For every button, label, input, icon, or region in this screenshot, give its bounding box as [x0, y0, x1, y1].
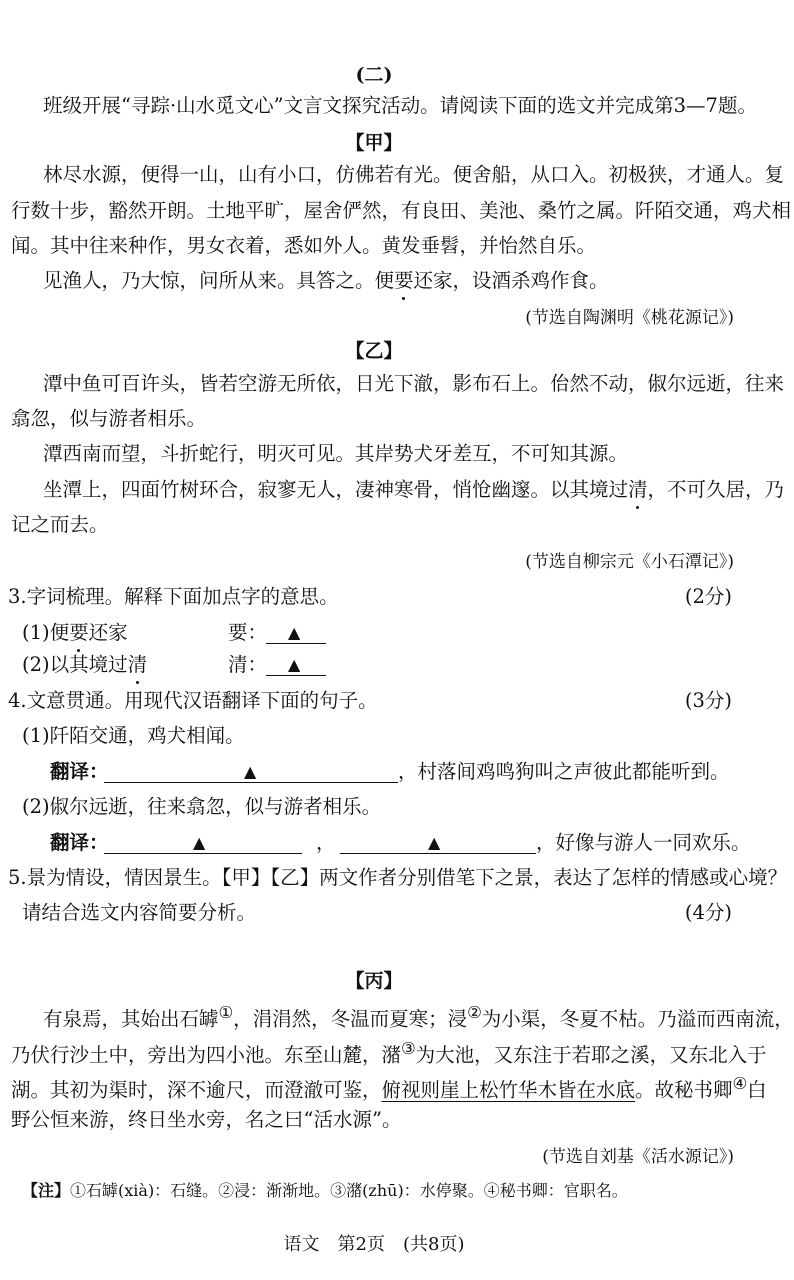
yi-line-5: 记之而去。 [11, 513, 109, 536]
jia-line-2: 行数十步，豁然开朗。土地平旷，屋舍俨然，有良田、美池、桑竹之属。阡陌交通，鸡犬相 [11, 199, 792, 222]
jia-line-3: 闻。其中往来种作，男女衣着，悉如外人。黄发垂髫，并怡然自乐。 [11, 234, 597, 257]
yi-source: (节选自柳宗元《小石潭记》) [525, 552, 734, 572]
q3-item-2-prompt: 清： [228, 653, 268, 676]
yi-line-3: 潭西南而望，斗折蛇行，明灭可见。其岸势犬牙差互，不可知其源。 [43, 442, 629, 465]
q5-stem-2: 请结合选文内容简要分析。 [22, 901, 257, 924]
q4-score: (3分) [684, 689, 732, 712]
passage-bing-label: 【丙】 [345, 970, 403, 992]
q3-stem: 3.字词梳理。解释下面加点字的意思。 [8, 585, 339, 608]
passage-jia-label: 【甲】 [345, 132, 403, 154]
bing-source: (节选自刘基《活水源记》) [542, 1147, 734, 1167]
q3-item-1-prompt: 要： [228, 621, 268, 644]
q4-item-1: (1)阡陌交通，鸡犬相闻。 [22, 724, 245, 747]
triangle-icon: ▲ [244, 762, 257, 781]
q3-score: (2分) [684, 585, 732, 608]
footnotes: 【注】①石罅(xià)：石缝。②浸：渐渐地。③潴(zhū)：水停聚。④秘书卿：官职名。 [22, 1181, 628, 1200]
passage-yi-label: 【乙】 [345, 340, 403, 362]
q5-stem-1: 5.景为情设，情因景生。【甲】【乙】两文作者分别借笔下之景，表达了怎样的情感或心境？ [8, 866, 788, 889]
q4-item-1-suffix: ，村落间鸡鸣狗叫之声彼此都能听到。 [398, 760, 730, 783]
triangle-icon: ▲ [428, 833, 441, 852]
underlined-sentence: 俯视则崖上松竹华木皆在水底 [381, 1078, 636, 1102]
jia-line-4: 见渔人，乃大惊，问所从来。具答之。便要还家，设酒杀鸡作食。 [43, 267, 609, 295]
q4-translate-label-2: 翻译： [50, 831, 109, 854]
bing-line-3: 湖。其初为渠时，深不逾尺，而澄澈可鉴，俯视则崖上松竹华木皆在水底。故秘书卿④白 [11, 1074, 767, 1102]
bing-line-1: 有泉焉，其始出石罅①，涓涓然，冬温而夏寒；浸②为小渠，冬夏不枯。乃溢而西南流， [43, 1003, 794, 1031]
triangle-icon: ▲ [193, 833, 206, 852]
q3-item-1: (1)便要还家 [22, 619, 128, 647]
dotted-char-qing: 清 [628, 476, 648, 504]
page-footer: 语文 第2页 (共8页) [283, 1234, 465, 1255]
q4-translate-label-1: 翻译： [50, 760, 109, 783]
q4-item-2-suffix: ，好像与游人一同欢乐。 [536, 831, 751, 854]
yi-line-4: 坐潭上，四面竹树环合，寂寥无人，凄神寒骨，悄怆幽邃。以其境过清，不可久居，乃 [43, 476, 784, 504]
dotted-char-yao-q: 要 [69, 619, 89, 647]
triangle-icon: ▲ [288, 655, 301, 674]
bing-line-4: 野公恒来游，终日坐水旁，名之曰“活水源”。 [11, 1108, 402, 1131]
q4-comma: ， [316, 831, 336, 854]
q4-stem: 4.文意贯通。用现代汉语翻译下面的句子。 [8, 689, 378, 712]
dotted-char-qing-q: 清 [128, 651, 148, 679]
yi-line-1: 潭中鱼可百许头，皆若空游无所依，日光下澈，影布石上。佁然不动，俶尔远逝，往来 [43, 372, 785, 395]
jia-source: (节选自陶渊明《桃花源记》) [525, 308, 734, 328]
yi-line-2: 翕忽，似与游者相乐。 [11, 407, 207, 430]
section-title: (二) [355, 64, 393, 86]
section-intro: 班级开展“寻踪·山水觅文心”文言文探究活动。请阅读下面的选文并完成第3—7题。 [43, 94, 757, 117]
q5-score: (4分) [684, 901, 732, 924]
q3-item-2: (2)以其境过清 [22, 651, 147, 679]
bing-line-2: 乃伏行沙土中，旁出为四小池。东至山麓，潴③为大池，又东注于若耶之溪，又东北入于 [11, 1039, 767, 1067]
q4-item-2: (2)俶尔远逝，往来翕忽，似与游者相乐。 [22, 795, 382, 818]
triangle-icon: ▲ [288, 623, 301, 642]
jia-line-1: 林尽水源，便得一山，山有小口，仿佛若有光。便舍船，从口入。初极狭，才通人。复 [43, 163, 785, 186]
dotted-char-yao: 要 [394, 267, 414, 295]
